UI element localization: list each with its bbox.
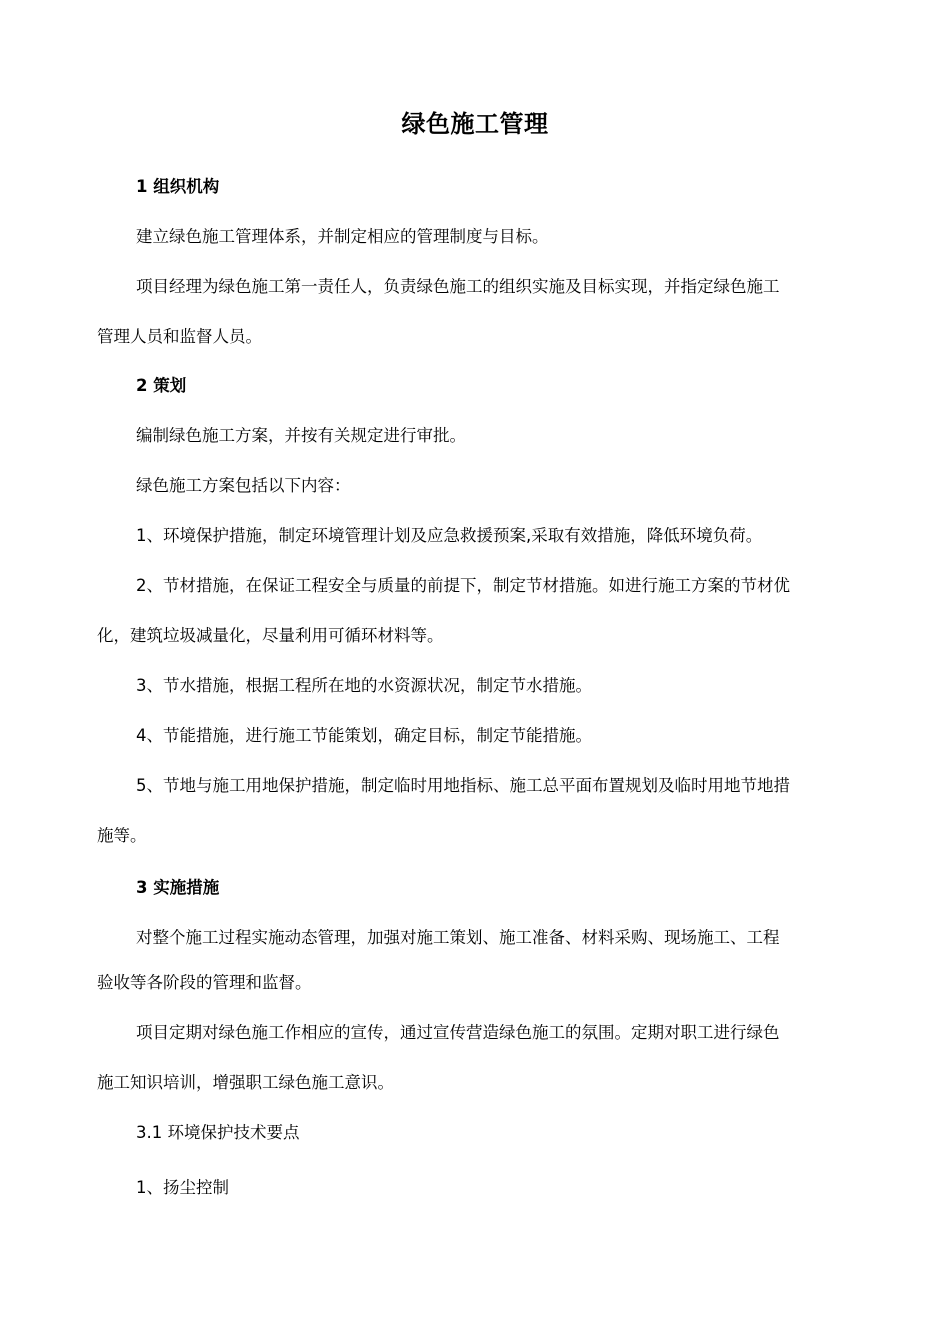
paragraph-line: 项目经理为绿色施工第一责任人，负责绿色施工的组织实施及目标实现，并指定绿色施工 <box>136 277 780 296</box>
list-item: 3、节水措施，根据工程所在地的水资源状况，制定节水措施。 <box>136 676 592 695</box>
paragraph-line: 施工知识培训，增强职工绿色施工意识。 <box>97 1073 394 1092</box>
paragraph-line: 项目定期对绿色施工作相应的宣传，通过宣传营造绿色施工的氛围。定期对职工进行绿色 <box>136 1023 780 1042</box>
paragraph-line: 绿色施工方案包括以下内容： <box>136 476 351 495</box>
subsection-heading: 3.1 环境保护技术要点 <box>136 1123 300 1142</box>
list-item-continuation: 化，建筑垃圾减量化，尽量利用可循环材料等。 <box>97 626 444 645</box>
document-title: 绿色施工管理 <box>401 110 549 138</box>
paragraph-line: 对整个施工过程实施动态管理，加强对施工策划、施工准备、材料采购、现场施工、工程 <box>136 928 780 947</box>
list-item: 4、节能措施，进行施工节能策划，确定目标，制定节能措施。 <box>136 726 592 745</box>
list-item: 2、节材措施，在保证工程安全与质量的前提下，制定节材措施。如进行施工方案的节材优 <box>136 576 790 595</box>
list-item: 1、扬尘控制 <box>136 1178 229 1197</box>
list-item-continuation: 施等。 <box>97 826 147 845</box>
paragraph-line: 验收等各阶段的管理和监督。 <box>97 973 312 992</box>
list-item: 1、环境保护措施，制定环境管理计划及应急救援预案,采取有效措施，降低环境负荷。 <box>136 526 763 545</box>
section-heading-organization: 1 组织机构 <box>136 177 220 196</box>
paragraph-line: 建立绿色施工管理体系，并制定相应的管理制度与目标。 <box>136 227 549 246</box>
paragraph-line: 管理人员和监督人员。 <box>97 327 262 346</box>
section-heading-implementation: 3 实施措施 <box>136 878 220 897</box>
section-heading-planning: 2 策划 <box>136 376 187 395</box>
paragraph-line: 编制绿色施工方案，并按有关规定进行审批。 <box>136 426 466 445</box>
list-item: 5、节地与施工用地保护措施，制定临时用地指标、施工总平面布置规划及临时用地节地措 <box>136 776 790 795</box>
